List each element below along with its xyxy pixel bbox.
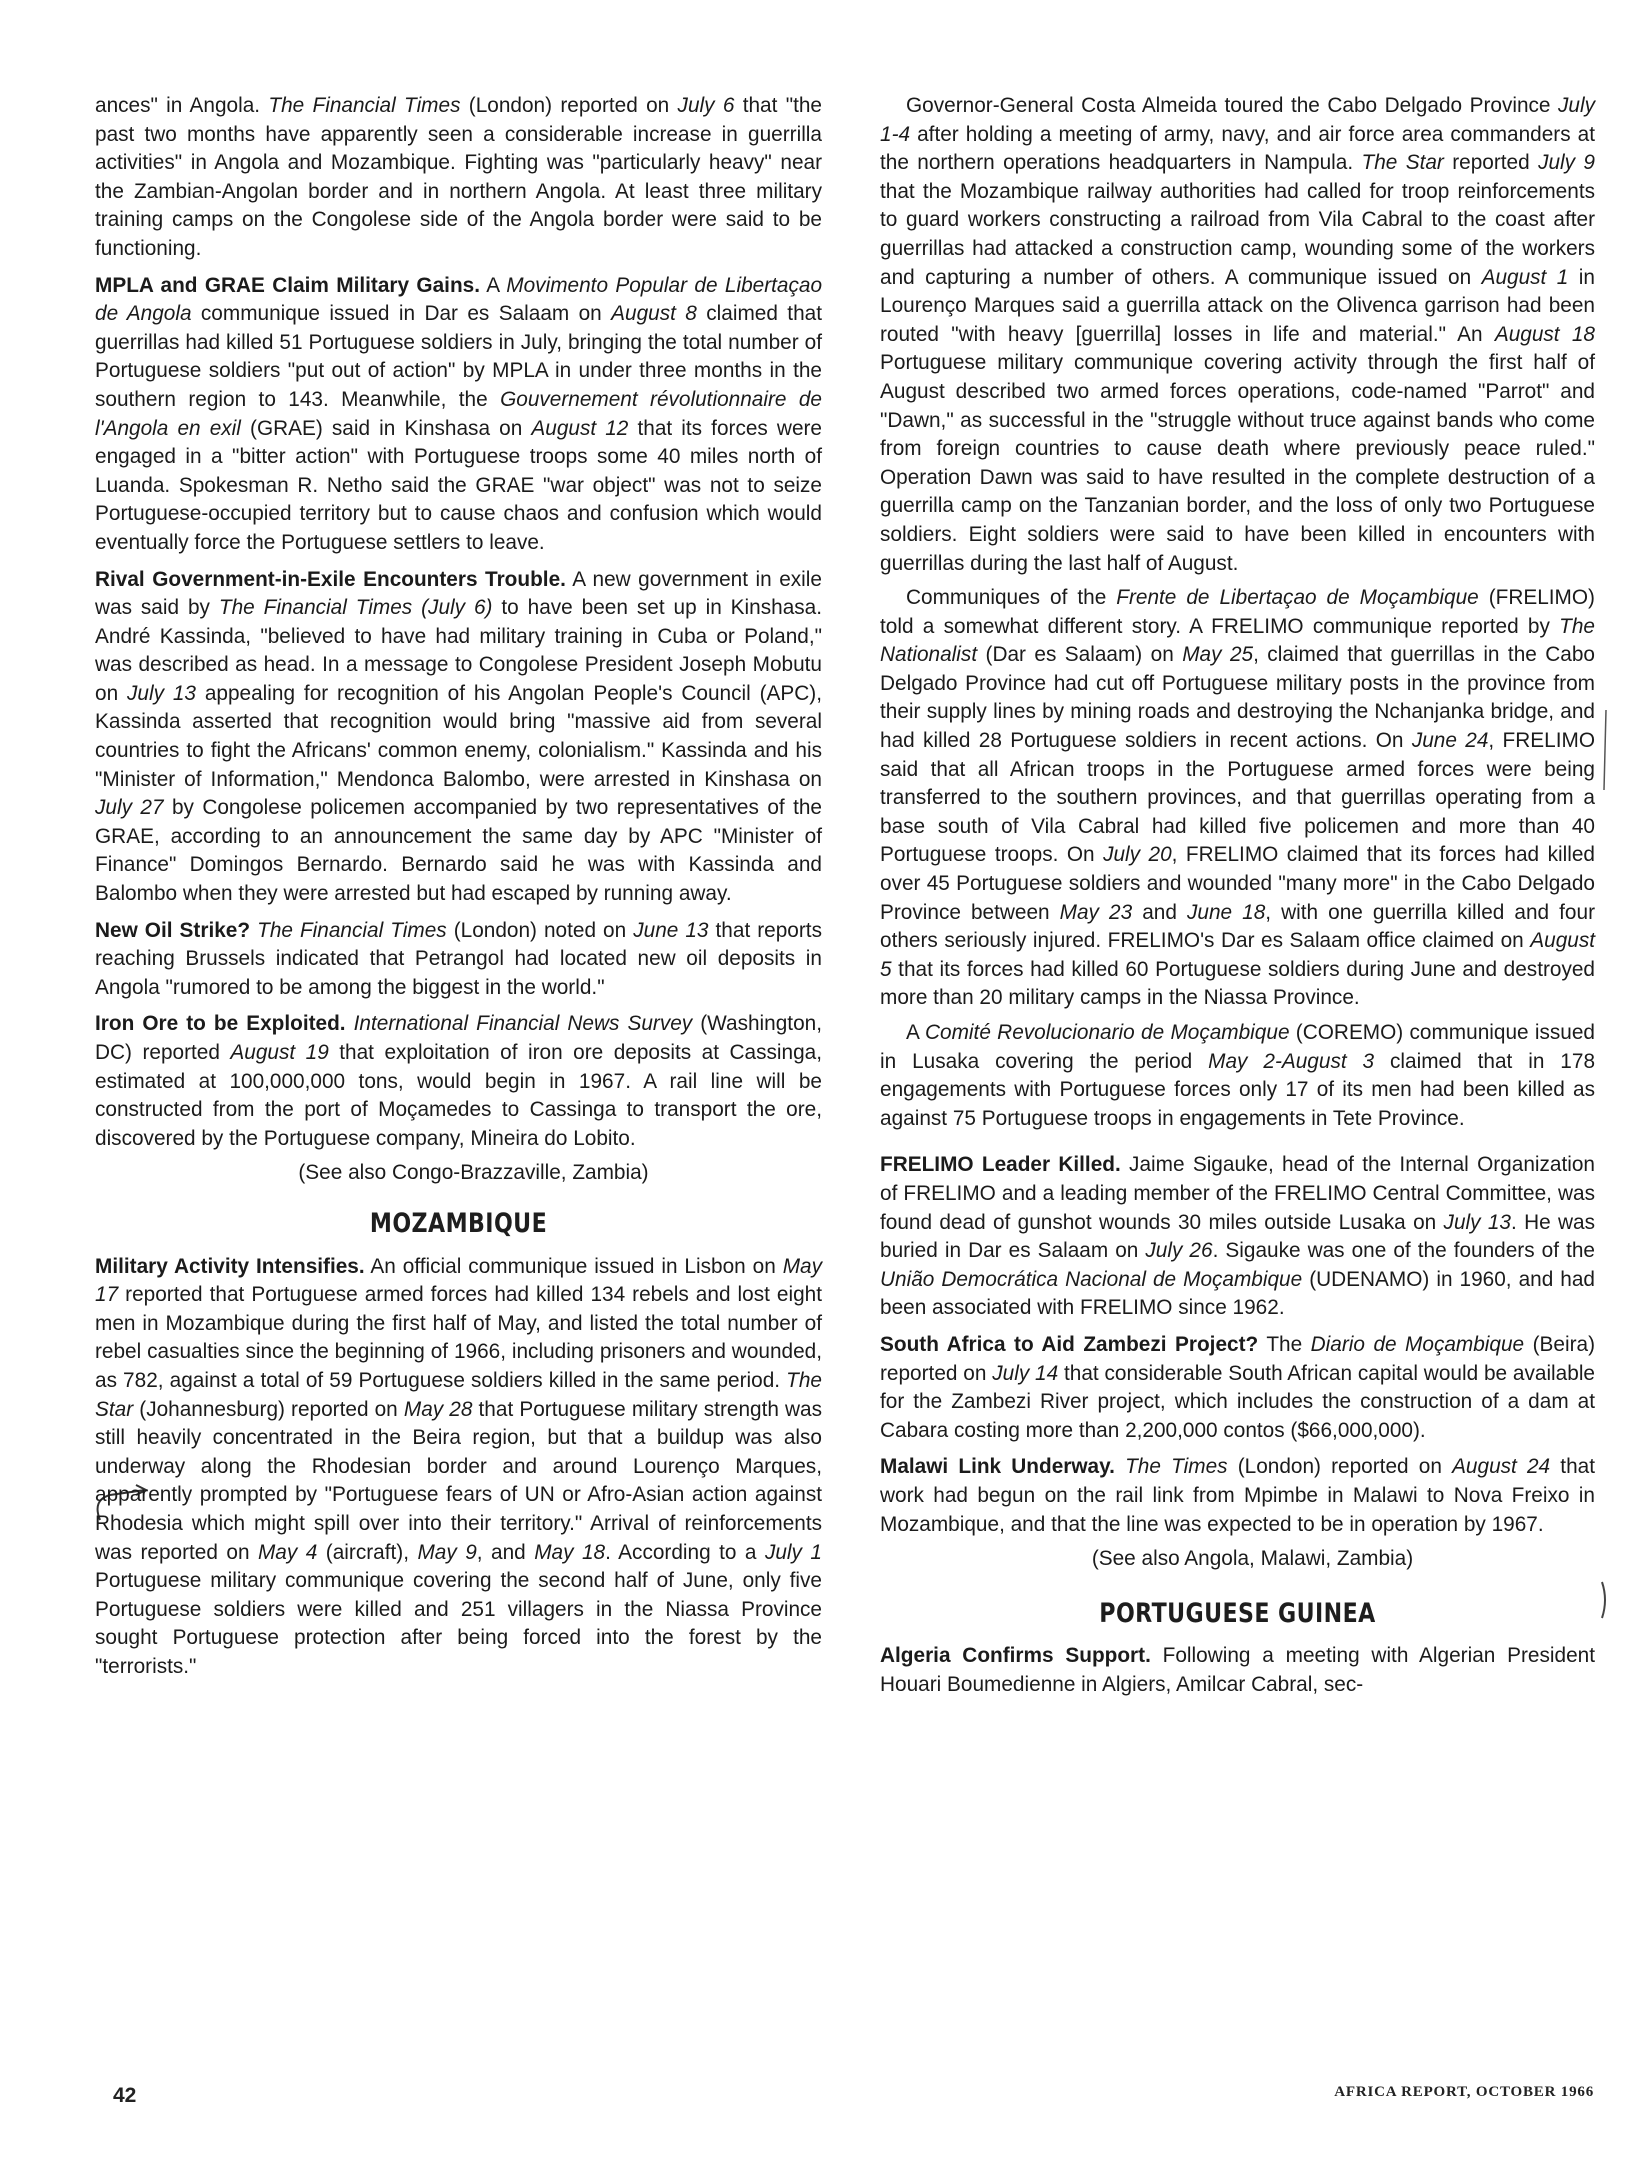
article-paragraph: Algeria Confirms Support. Following a meeting with Algerian President Houari Boumedienne in Algiers, Amilcar Cabral, sec- xyxy=(880,1644,1595,1696)
see-also-note: (See also Congo-Brazzaville, Zambia) xyxy=(298,1161,649,1185)
paragraph-lead: Military Activity Intensifies. xyxy=(95,1254,365,1278)
see-also-note: (See also Angola, Malawi, Zambia) xyxy=(1091,1547,1414,1571)
article-paragraph: Malawi Link Underway. The Times (London) reported on August 24 that work had begun on the rail link from Mpimbe in Malawi to Nova Freixo in Mozambique, and that the line was expected to be in operation by 1967. xyxy=(880,1455,1595,1536)
paragraph-lead: FRELIMO Leader Killed. xyxy=(880,1153,1121,1177)
page-number: 42 xyxy=(113,2084,137,2107)
article-paragraph: A Comité Revolucionario de Moçambique (COREMO) communique issued in Lusaka covering the period May 2-August 3 claimed that in 178 engagements with Portuguese forces only 17 of its men had been killed as against 75 Portuguese troops in engagements in Tete Province. xyxy=(880,1021,1596,1130)
article-paragraph: ances" in Angola. The Financial Times (London) reported on July 6 that "the past two months have apparently seen a considerable increase in guerrilla activities" in Angola and Mozambique. Fighting was "particularly heavy" near the Zambian-Angolan border and in northern Angola. At least three military training camps on the Congolese side of the Angola border were said to be functioning. xyxy=(95,94,822,260)
article-paragraph: New Oil Strike? The Financial Times (London) noted on June 13 that reports reaching Brussels indicated that Petrangol had located new oil deposits in Angola "rumored to be among the biggest in the world." xyxy=(95,918,822,999)
article-paragraph: South Africa to Aid Zambezi Project? The Diario de Moçambique (Beira) reported on July 14 that considerable South African capital would be available for the Zambezi River project, which includes the construction of a dam at Cabara costing more than 2,200,000 contos ($66,000,000). xyxy=(880,1332,1595,1442)
paragraph-lead: New Oil Strike? xyxy=(95,918,251,942)
paragraph-lead: Iron Ore to be Exploited. xyxy=(95,1012,346,1036)
article-paragraph: MPLA and GRAE Claim Military Gains. A Movimento Popular de Libertaçao de Angola communique issued in Dar es Salaam on August 8 claimed that guerrillas had killed 51 Portuguese soldiers in July, bringing the total number of Portuguese soldiers "put out of action" by MPLA in under three months in the southern region to 143. Meanwhile, the Gouvernement révolutionnaire de l'Angola en exil (GRAE) said in Kinshasa on August 12 that its forces were engaged in a "bitter action" with Portuguese troops some 40 miles north of Luanda. Spokesman R. Netho said the GRAE "war object" was not to seize Portuguese-occupied territory but to cause chaos and confusion which would eventually force the Portuguese settlers to leave. xyxy=(95,273,823,554)
article-paragraph: Military Activity Intensifies. An official communique issued in Lisbon on May 17 reported that Portuguese armed forces had killed 134 rebels and lost eight men in Mozambique during the first half of May, and listed the total number of rebel casualties since the beginning of 1966, including prisoners and wounded, as 782, against a total of 59 Portuguese soldiers killed in the same period. The Star (Johannesburg) reported on May 28 that Portuguese military strength was still heavily concentrated in the Beira region, but that a buildup was also underway along the Rhodesian border and around Lourenço Marques, apparently prompted by "Portuguese fears of UN or Afro-Asian action against Rhodesia which might spill over into their territory." Arrival of reinforcements was reported on May 4 (aircraft), May 9, and May 18. According to a July 1 Portuguese military communique covering the second half of June, only five Portuguese soldiers were killed and 251 villagers in the Niassa Province sought Portuguese protection after being forced into the forest by the "terrorists." xyxy=(95,1254,823,1678)
section-heading-mozambique: MOZAMBIQUE xyxy=(369,1207,548,1239)
margin-bracket-mark xyxy=(1604,710,1606,790)
margin-bracket-mark-2 xyxy=(1602,1582,1605,1618)
paragraph-lead: MPLA and GRAE Claim Military Gains. xyxy=(95,273,480,297)
article-paragraph: FRELIMO Leader Killed. Jaime Sigauke, head of the Internal Organization of FRELIMO and a leading member of the FRELIMO Central Committee, was found dead of gunshot wounds 30 miles outside Lusaka on July 13. He was buried in Dar es Salaam on July 26. Sigauke was one of the founders of the União Democrática Nacional de Moçambique (UDENAMO) in 1960, and had been associated with FRELIMO since 1962. xyxy=(880,1153,1596,1320)
article-paragraph: Rival Government-in-Exile Encounters Trouble. A new government in exile was said by The Financial Times (July 6) to have been set up in Kinshasa. André Kassinda, "believed to have had military training in Cuba or Poland," was described as head. In a message to Congolese President Joseph Mobutu on July 13 appealing for recognition of his Angolan People's Council (APC), Kassinda asserted that recognition would bring "massive aid from several countries to fight the Africans' common enemy, colonialism." Kassinda and his "Minister of Information," Mendonca Balombo, were arrested in Kinshasa on July 27 by Congolese policemen accompanied by two representatives of the GRAE, according to an announcement the same day by APC "Minister of Finance" Domingos Bernardo. Bernardo said he was with Kassinda and Balombo when they were arrested but had escaped by running away. xyxy=(95,567,823,906)
right-column xyxy=(880,92,1595,1707)
article-paragraph: Iron Ore to be Exploited. International Financial News Survey (Washington, DC) reported August 19 that exploitation of iron ore deposits at Cassinga, estimated at 100,000,000 tons, would begin in 1967. A rail line will be constructed from the port of Moçamedes to Cassinga to transport the ore, discovered by the Portuguese company, Mineira do Lobito. xyxy=(95,1012,822,1150)
left-column xyxy=(95,92,822,1689)
running-footer: AFRICA REPORT, OCTOBER 1966 xyxy=(1334,2084,1594,2100)
paragraph-lead: Algeria Confirms Support. xyxy=(880,1644,1151,1668)
paragraph-lead: South Africa to Aid Zambezi Project? xyxy=(880,1332,1259,1356)
paragraph-lead: Rival Government-in-Exile Encounters Trouble. xyxy=(95,567,566,591)
paragraph-lead: Malawi Link Underway. xyxy=(880,1455,1115,1479)
article-paragraph: Governor-General Costa Almeida toured the Cabo Delgado Province July 1-4 after holding a meeting of army, navy, and air force area commanders at the northern operations headquarters in Nampula. The Star reported July 9 that the Mozambique railway authorities had called for troop reinforcements to guard workers constructing a railroad from Vila Cabral to the coast after guerrillas had attacked a construction camp, wounding some of the workers and capturing a number of others. A communique issued on August 1 in Lourenço Marques said a guerrilla attack on the Olivenca garrison had been routed "with heavy [guerrilla] losses in life and material." An August 18 Portuguese military communique covering activity through the first half of August described two armed forces operations, code-named "Parrot" and "Dawn," as successful in the "struggle without truce against bands who come from foreign countries to cause death where previously peace ruled." Operation Dawn was said to have resulted in the complete destruction of a guerrilla camp on the Tanzanian border, and the loss of only two Portuguese soldiers. Eight soldiers were said to have been killed in encounters with guerrillas during the last half of August. xyxy=(880,94,1595,575)
section-heading-portuguese-guinea: PORTUGUESE GUINEA xyxy=(1099,1597,1376,1629)
article-paragraph: Communiques of the Frente de Libertaçao de Moçambique (FRELIMO) told a somewhat different story. A FRELIMO communique reported by The Nationalist (Dar es Salaam) on May 25, claimed that guerrillas in the Cabo Delgado Province had cut off Portuguese military posts in the province from their supply lines by mining roads and destroying the Nchanjanka bridge, and had killed 28 Portuguese soldiers in recent actions. On June 24, FRELIMO said that all African troops in the Portuguese armed forces were being transferred to the southern provinces, and that guerrillas operating from a base south of Vila Cabral had killed five policemen and more than 40 Portuguese troops. On July 20, FRELIMO claimed that its forces had killed over 45 Portuguese soldiers and wounded "many more" in the Cabo Delgado Province between May 23 and June 18, with one guerrilla killed and four others seriously injured. FRELIMO's Dar es Salaam office claimed on August 5 that its forces had killed 60 Portuguese soldiers during June and destroyed more than 20 military camps in the Niassa Province. xyxy=(880,586,1595,1010)
